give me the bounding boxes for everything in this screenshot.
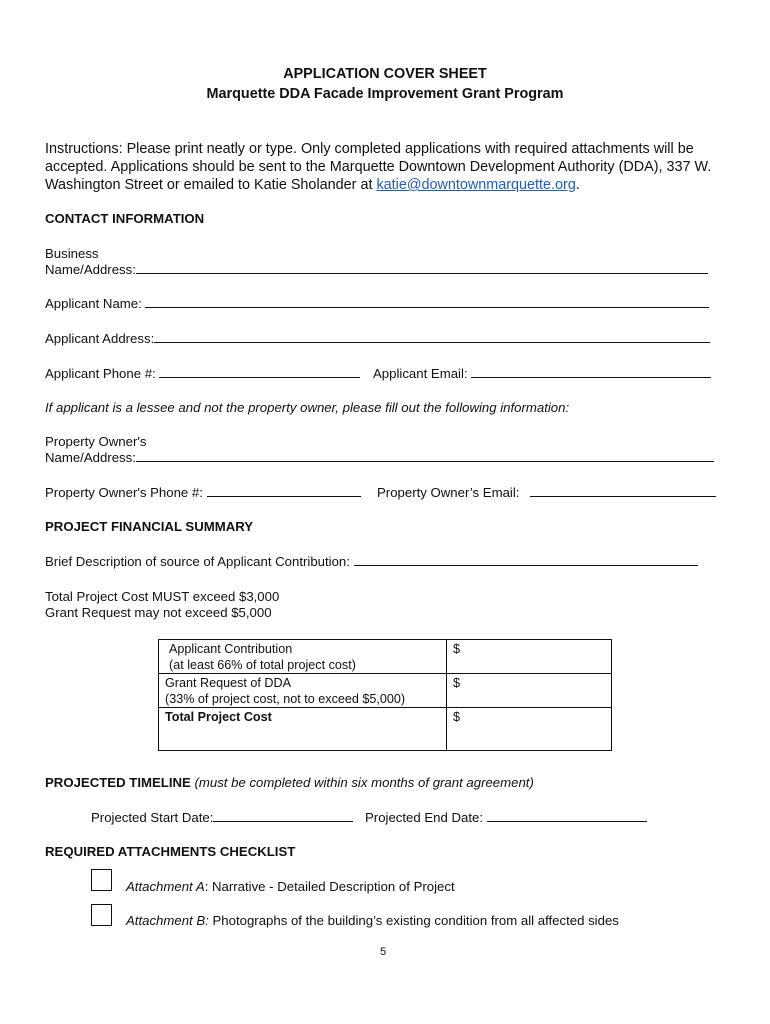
timeline-note: (must be completed within six months of grant agreement) — [194, 775, 534, 790]
attachment-b-checkbox[interactable] — [91, 904, 112, 926]
attachment-a-desc: Narrative - Detailed Description of Project — [212, 879, 455, 894]
instructions-end: . — [575, 177, 580, 193]
contact-email-link[interactable]: katie@downtownmarquette.org — [376, 177, 576, 193]
applicant-address-label: Applicant Address: — [45, 331, 155, 346]
owner-phone-blank[interactable] — [207, 485, 361, 497]
applicant-name-field[interactable] — [45, 296, 709, 311]
grant-rule: Grant Request may not exceed $5,000 — [45, 605, 272, 620]
applicant-address-field[interactable] — [45, 331, 710, 346]
owner-email-blank[interactable] — [530, 485, 716, 497]
table-row — [159, 708, 612, 751]
table-row — [159, 640, 612, 674]
total-amount-cell[interactable] — [447, 708, 612, 751]
applicant-name-blank[interactable] — [145, 296, 709, 308]
timeline-heading-line — [45, 775, 534, 790]
owner-email-field[interactable] — [377, 485, 716, 500]
applicant-address-blank[interactable] — [154, 331, 710, 343]
business-label-line1: Business — [45, 246, 99, 261]
row-label: Grant Request of DDA — [165, 676, 291, 690]
currency-symbol: $ — [453, 676, 461, 690]
row-label: Total Project Cost — [165, 710, 272, 724]
contribution-amount-cell[interactable] — [447, 640, 612, 674]
table-cell-label — [159, 708, 447, 751]
row-sublabel: (at least 66% of total project cost) — [169, 658, 356, 672]
applicant-email-field[interactable] — [373, 366, 711, 381]
attachment-a-item — [126, 879, 455, 894]
start-date-blank[interactable] — [213, 810, 353, 822]
table-cell-label — [159, 674, 447, 708]
owner-name-blank[interactable] — [136, 450, 714, 462]
grant-amount-cell[interactable] — [447, 674, 612, 708]
owner-phone-label: Property Owner's Phone #: — [45, 485, 203, 500]
attachment-a-label: Attachment A — [126, 879, 205, 894]
start-date-field[interactable] — [91, 810, 353, 825]
page-number: 5 — [380, 946, 387, 958]
attachment-b-item — [126, 913, 619, 928]
business-label-line2: Name/Address: — [45, 262, 136, 277]
currency-symbol: $ — [453, 710, 461, 724]
applicant-email-blank[interactable] — [471, 366, 711, 378]
start-date-label: Projected Start Date: — [91, 810, 214, 825]
owner-label-line2: Name/Address: — [45, 450, 136, 465]
financial-table — [158, 639, 612, 751]
page-title: APPLICATION COVER SHEET — [283, 66, 487, 82]
instructions-paragraph — [45, 140, 735, 194]
row-label: Applicant Contribution — [169, 642, 293, 656]
contribution-source-field[interactable] — [45, 554, 698, 569]
owner-phone-field[interactable] — [45, 485, 361, 500]
row-sublabel: (33% of project cost, not to exceed $5,000) — [165, 692, 406, 706]
attachment-a-checkbox[interactable] — [91, 869, 112, 891]
business-name-blank[interactable] — [136, 262, 708, 274]
applicant-phone-field[interactable] — [45, 366, 360, 381]
end-date-field[interactable] — [365, 810, 647, 825]
applicant-phone-blank[interactable] — [159, 366, 360, 378]
applicant-phone-label: Applicant Phone #: — [45, 366, 156, 381]
end-date-blank[interactable] — [487, 810, 647, 822]
cost-rule: Total Project Cost MUST exceed $3,000 — [45, 589, 280, 604]
financial-heading: PROJECT FINANCIAL SUMMARY — [45, 519, 254, 534]
owner-label-line1: Property Owner's — [45, 434, 147, 449]
owner-email-label: Property Owner’s Email: — [377, 485, 520, 500]
end-date-label: Projected End Date: — [365, 810, 484, 825]
applicant-email-label: Applicant Email: — [373, 366, 468, 381]
attachment-b-desc: Photographs of the building’s existing condition from all affected sides — [212, 913, 619, 928]
contribution-source-blank[interactable] — [354, 554, 698, 566]
owner-name-field[interactable] — [45, 450, 714, 465]
table-row — [159, 674, 612, 708]
timeline-heading: PROJECTED TIMELINE — [45, 775, 191, 790]
applicant-name-label: Applicant Name: — [45, 296, 142, 311]
instructions-text: Instructions: Please print neatly or type. Only completed applications with required attachments will be accepted. Applications should be sent to the Marquette Downtown Development Authority (DDA), 337 W. Washington Street or emailed to Katie Sholander at — [45, 141, 712, 193]
page-subtitle: Marquette DDA Facade Improvement Grant Program — [206, 86, 564, 102]
attachments-heading: REQUIRED ATTACHMENTS CHECKLIST — [45, 844, 296, 859]
attachment-b-label: Attachment B: — [126, 913, 209, 928]
table-cell-label — [159, 640, 447, 674]
lessee-note: If applicant is a lessee and not the property owner, please fill out the following information: — [45, 400, 570, 415]
attachment-a-separator: : — [204, 879, 213, 894]
contact-heading: CONTACT INFORMATION — [45, 211, 205, 226]
contribution-source-label: Brief Description of source of Applicant Contribution: — [45, 554, 350, 569]
currency-symbol: $ — [453, 642, 461, 656]
business-name-field[interactable] — [45, 262, 708, 277]
